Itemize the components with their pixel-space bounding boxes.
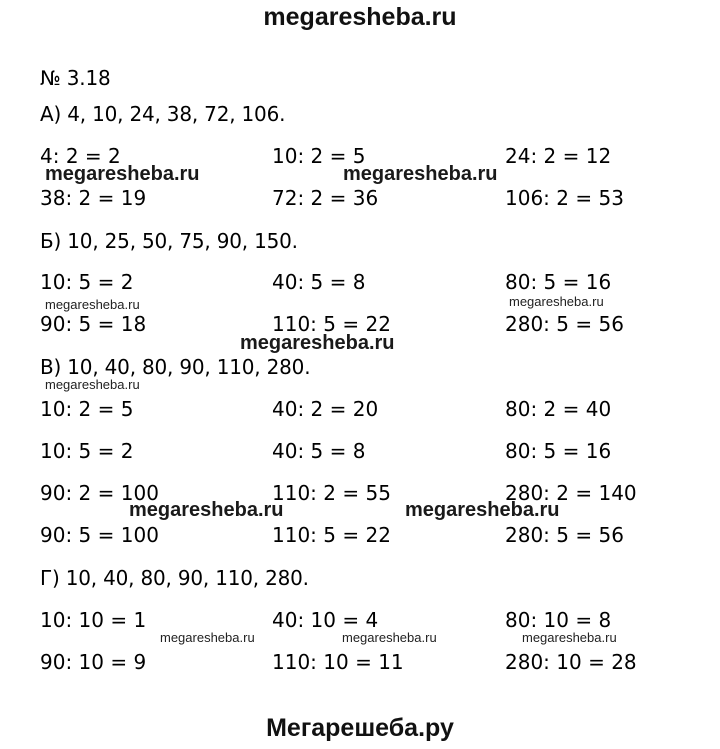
watermark: megaresheba.ru <box>160 630 255 645</box>
watermark: megaresheba.ru <box>522 630 617 645</box>
equation: 4: 2 = 2 <box>40 144 121 168</box>
equation: 40: 10 = 4 <box>272 608 379 632</box>
equation: 80: 10 = 8 <box>505 608 612 632</box>
equation: 90: 5 = 100 <box>40 523 159 547</box>
equation: 40: 5 = 8 <box>272 439 366 463</box>
section-v-label: В) 10, 40, 80, 90, 110, 280. <box>40 355 311 379</box>
equation: 280: 5 = 56 <box>505 312 624 336</box>
watermark: megaresheba.ru <box>342 630 437 645</box>
equation: 280: 10 = 28 <box>505 650 637 674</box>
equation: 40: 5 = 8 <box>272 270 366 294</box>
section-b-label: Б) 10, 25, 50, 75, 90, 150. <box>40 229 298 253</box>
equation: 40: 2 = 20 <box>272 397 379 421</box>
watermark: megaresheba.ru <box>45 163 200 185</box>
equation: 72: 2 = 36 <box>272 186 379 210</box>
site-footer: Мегарешеба.ру <box>266 714 454 742</box>
watermark: megaresheba.ru <box>343 163 498 185</box>
watermark: megaresheba.ru <box>129 499 284 521</box>
watermark: megaresheba.ru <box>509 294 604 309</box>
equation: 110: 10 = 11 <box>272 650 404 674</box>
problem-number: № 3.18 <box>40 66 111 90</box>
equation: 280: 2 = 140 <box>505 481 637 505</box>
equation: 24: 2 = 12 <box>505 144 612 168</box>
equation: 10: 2 = 5 <box>40 397 134 421</box>
watermark: megaresheba.ru <box>45 377 140 392</box>
equation: 90: 5 = 18 <box>40 312 147 336</box>
equation: 280: 5 = 56 <box>505 523 624 547</box>
equation: 106: 2 = 53 <box>505 186 624 210</box>
equation: 90: 10 = 9 <box>40 650 147 674</box>
watermark: megaresheba.ru <box>240 332 395 354</box>
equation: 10: 2 = 5 <box>272 144 366 168</box>
equation: 38: 2 = 19 <box>40 186 147 210</box>
section-g-label: Г) 10, 40, 80, 90, 110, 280. <box>40 566 309 590</box>
site-header: megaresheba.ru <box>263 3 457 31</box>
equation: 90: 2 = 100 <box>40 481 159 505</box>
watermark: megaresheba.ru <box>405 499 560 521</box>
equation: 10: 5 = 2 <box>40 270 134 294</box>
equation: 10: 10 = 1 <box>40 608 147 632</box>
equation: 80: 5 = 16 <box>505 270 612 294</box>
equation: 10: 5 = 2 <box>40 439 134 463</box>
equation: 80: 2 = 40 <box>505 397 612 421</box>
equation: 110: 5 = 22 <box>272 312 391 336</box>
equation: 110: 5 = 22 <box>272 523 391 547</box>
equation: 80: 5 = 16 <box>505 439 612 463</box>
section-a-label: А) 4, 10, 24, 38, 72, 106. <box>40 102 286 126</box>
equation: 110: 2 = 55 <box>272 481 391 505</box>
watermark: megaresheba.ru <box>45 297 140 312</box>
